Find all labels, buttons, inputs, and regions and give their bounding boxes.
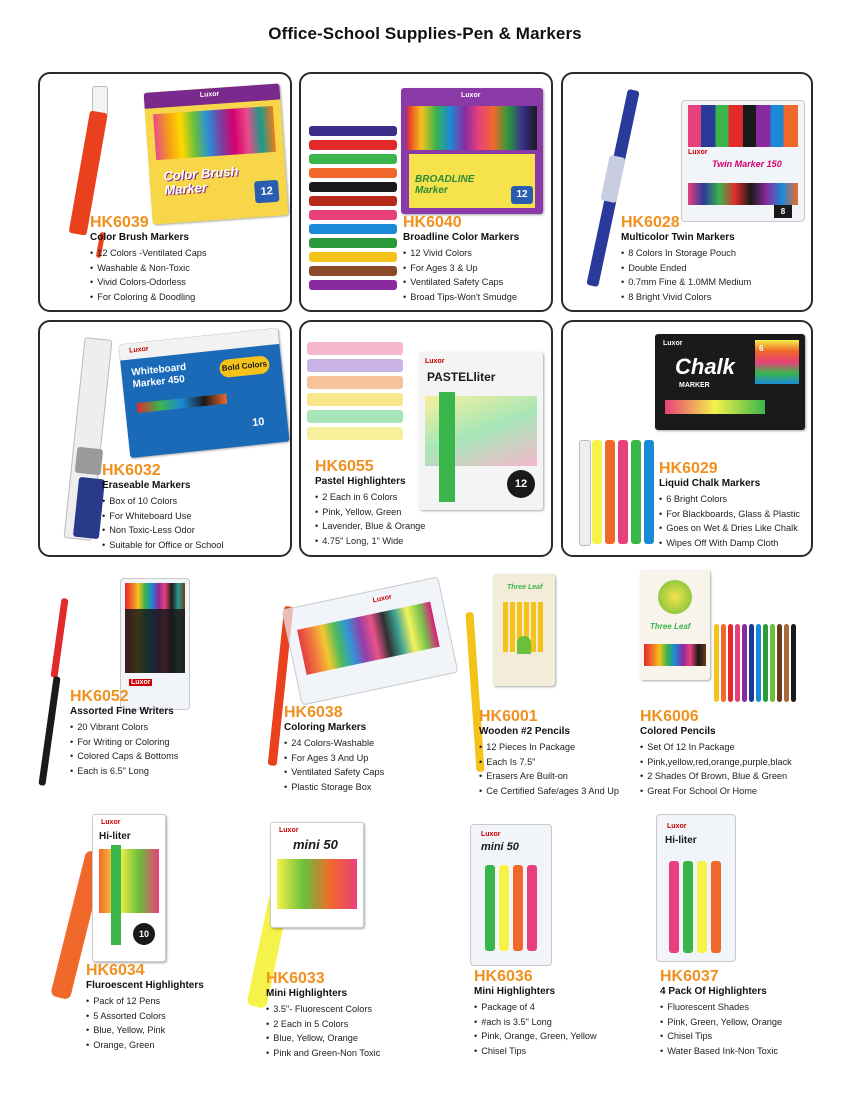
package-label: Hi-liter — [665, 835, 697, 846]
product-code: HK6038 — [284, 704, 343, 721]
product-name: Mini Highlighters — [266, 988, 348, 999]
feature-item: • 12 Vivid Colors — [403, 246, 519, 261]
feature-item: • Fluorescent Shades — [660, 1000, 782, 1015]
feature-item: • Chisel Tips — [660, 1029, 782, 1044]
colored-pencils-image — [714, 624, 814, 704]
product-card-hk6028[interactable] — [561, 72, 813, 312]
product-code: HK6001 — [479, 708, 538, 725]
count-badge: 12 — [511, 186, 533, 204]
feature-item: • Wipes Off With Damp Cloth — [659, 536, 800, 551]
package-box — [640, 570, 710, 680]
package-label: Color Brush Marker — [162, 163, 239, 198]
brand-logo: Luxor — [663, 340, 683, 347]
brand-logo: Luxor — [199, 90, 220, 99]
product-code: HK6055 — [315, 458, 374, 475]
feature-list — [640, 740, 792, 798]
product-hk6006[interactable] — [636, 568, 836, 808]
package-sublabel: MARKER — [679, 382, 710, 389]
feature-item: • Erasers Are Built-on — [479, 769, 619, 784]
product-code: HK6033 — [266, 970, 325, 987]
feature-list — [90, 246, 207, 304]
feature-item: • 12 Pieces In Package — [479, 740, 619, 755]
feature-item: • Washable & Non-Toxic — [90, 261, 207, 276]
package-label: Three Leaf — [507, 584, 543, 591]
brand-logo: Luxor — [688, 149, 708, 156]
product-code: HK6032 — [102, 462, 161, 479]
package-label: Chalk — [675, 354, 735, 379]
product-code: HK6006 — [640, 708, 699, 725]
feature-item: • For Writing or Coloring — [70, 735, 178, 750]
feature-item: • Pink,yellow,red,orange,purple,black — [640, 755, 792, 770]
feature-item: • Chisel Tips — [474, 1044, 597, 1059]
package-label: Hi-liter — [99, 831, 131, 842]
feature-item: • 6 Bright Colors — [659, 492, 800, 507]
product-code: HK6036 — [474, 968, 533, 985]
package-pouch — [681, 100, 805, 222]
feature-item: • Vivid Colors-Odorless — [90, 275, 207, 290]
package-box — [118, 328, 289, 458]
brand-logo: Luxor — [481, 831, 501, 838]
package-box — [401, 88, 543, 214]
feature-item: • Orange, Green — [86, 1038, 204, 1053]
storage-box — [282, 576, 459, 705]
package-box — [144, 83, 289, 224]
brand-logo: Luxor — [128, 345, 149, 355]
product-code: HK6040 — [403, 214, 462, 231]
feature-list — [284, 736, 384, 794]
feature-item: • Great For School Or Home — [640, 784, 792, 799]
product-name: Eraseable Markers — [102, 480, 191, 491]
product-name: Assorted Fine Writers — [70, 706, 174, 717]
product-code: HK6028 — [621, 214, 680, 231]
package-box — [655, 334, 805, 430]
count-badge: 10 — [133, 923, 155, 945]
page-title: Office-School Supplies-Pen & Markers — [268, 24, 582, 43]
brand-logo: Luxor — [372, 593, 393, 605]
brand-logo: Luxor — [279, 827, 299, 834]
feature-item: • For Ages 3 And Up — [284, 751, 384, 766]
feature-item: • Suitable for Office or School — [102, 538, 223, 553]
feature-list — [660, 1000, 782, 1058]
feature-item: • 12 Colors -Ventilated Caps — [90, 246, 207, 261]
highlighter-stack-image — [307, 342, 407, 442]
product-name: Pastel Highlighters — [315, 476, 406, 487]
package-label: BROADLINE Marker — [415, 174, 475, 196]
package-label: Three Leaf — [650, 622, 691, 631]
feature-list — [659, 492, 800, 550]
product-card-hk6029[interactable] — [561, 320, 813, 557]
count-badge: 12 — [254, 180, 279, 204]
package-label: PASTELliter — [427, 370, 496, 384]
product-hk6033[interactable] — [232, 822, 432, 1072]
product-name: Coloring Markers — [284, 722, 367, 733]
marker-stack-image — [309, 126, 401, 296]
feature-item: • 2 Shades Of Brown, Blue & Green — [640, 769, 792, 784]
count-badge: 12 — [507, 470, 535, 498]
product-code: HK6052 — [70, 688, 129, 705]
feature-list — [403, 246, 519, 304]
count-badge: 8 — [774, 205, 792, 218]
feature-item: • Broad Tips-Won't Smudge — [403, 290, 519, 305]
package-box — [419, 352, 543, 510]
feature-list — [102, 494, 223, 552]
product-hk6036[interactable] — [470, 824, 640, 1064]
product-card-hk6040[interactable] — [299, 72, 553, 312]
count-badge: 10 — [251, 415, 266, 430]
package-label: mini 50 — [293, 837, 338, 852]
feature-list — [479, 740, 619, 798]
count-badge: 6 — [759, 344, 764, 353]
product-name: Broadline Color Markers — [403, 232, 520, 243]
feature-item: • 3.5"- Fluorescent Colors — [266, 1002, 380, 1017]
feature-item: • 8 Colors In Storage Pouch — [621, 246, 751, 261]
product-hk6001[interactable] — [455, 568, 625, 808]
feature-item: • Double Ended — [621, 261, 751, 276]
product-card-hk6032[interactable] — [38, 320, 292, 557]
feature-item: • 5 Assorted Colors — [86, 1009, 204, 1024]
feature-item: • #ach is 3.5" Long — [474, 1015, 597, 1030]
product-name: Multicolor Twin Markers — [621, 232, 735, 243]
blister-pack — [470, 824, 552, 966]
feature-item: • For Coloring & Doodling — [90, 290, 207, 305]
product-hk6038[interactable] — [258, 586, 458, 801]
feature-item: • Pink, Green, Yellow, Orange — [660, 1015, 782, 1030]
product-code: HK6037 — [660, 968, 719, 985]
feature-list — [315, 490, 425, 548]
feature-item: • Box of 10 Colors — [102, 494, 223, 509]
brand-logo: Luxor — [101, 819, 121, 826]
feature-item: • Each is 6.5" Long — [70, 764, 178, 779]
feature-item: • For Ages 3 & Up — [403, 261, 519, 276]
feature-item: • 8 Bright Vivid Colors — [621, 290, 751, 305]
feature-item: • Non Toxic-Less Odor — [102, 523, 223, 538]
feature-item: • Ce Certified Safe/ages 3 And Up — [479, 784, 619, 799]
feature-item: • 2 Each in 5 Colors — [266, 1017, 380, 1032]
feature-list — [266, 1002, 380, 1060]
product-code: HK6029 — [659, 460, 718, 477]
feature-item: • 4.75" Long, 1" Wide — [315, 534, 425, 549]
package-label: Twin Marker 150 — [712, 159, 782, 169]
feature-item: • Colored Caps & Bottoms — [70, 749, 178, 764]
feature-item: • Pink, Yellow, Green — [315, 505, 425, 520]
feature-item: • Water Based Ink-Non Toxic — [660, 1044, 782, 1059]
feature-item: • Package of 4 — [474, 1000, 597, 1015]
package-box — [92, 814, 166, 962]
package-label: mini 50 — [481, 841, 519, 853]
product-name: Fluroescent Highlighters — [86, 980, 204, 991]
feature-item: • For Blackboards, Glass & Plastic — [659, 507, 800, 522]
feature-list — [86, 994, 204, 1052]
brand-logo: Luxor — [425, 358, 445, 365]
feature-item: • Pink, Orange, Green, Yellow — [474, 1029, 597, 1044]
feature-item: • 0.7mm Fine & 1.0MM Medium — [621, 275, 751, 290]
brand-logo: Luxor — [667, 823, 687, 830]
feature-item: • Ventilated Safety Caps — [284, 765, 384, 780]
product-code: HK6039 — [90, 214, 149, 231]
feature-item: • 20 Vibrant Colors — [70, 720, 178, 735]
product-name: 4 Pack Of Highlighters — [660, 986, 767, 997]
product-hk6052[interactable] — [28, 578, 228, 798]
feature-item: • Each Is 7.5" — [479, 755, 619, 770]
feature-list — [70, 720, 178, 778]
blister-pack — [656, 814, 736, 962]
product-name: Liquid Chalk Markers — [659, 478, 761, 489]
feature-item: • Plastic Storage Box — [284, 780, 384, 795]
package-label: Whiteboard Marker 450 — [130, 361, 187, 391]
feature-item: • Goes on Wet & Dries Like Chalk — [659, 521, 800, 536]
package-box — [493, 574, 555, 686]
feature-list — [621, 246, 751, 304]
feature-item: • Set Of 12 In Package — [640, 740, 792, 755]
product-name: Colored Pencils — [640, 726, 716, 737]
feature-item: • For Whiteboard Use — [102, 509, 223, 524]
chalk-markers-image — [579, 440, 659, 550]
feature-item: • Ventilated Safety Caps — [403, 275, 519, 290]
product-card-hk6055[interactable] — [299, 320, 553, 557]
feature-item: • Blue, Yellow, Pink — [86, 1023, 204, 1038]
bold-colors-badge: Bold Colors — [219, 355, 271, 378]
product-card-hk6039[interactable] — [38, 72, 292, 312]
feature-item: • 2 Each in 6 Colors — [315, 490, 425, 505]
package-box — [270, 822, 364, 928]
product-name: Color Brush Markers — [90, 232, 189, 243]
brand-logo: Luxor — [131, 679, 151, 686]
feature-item: • Blue, Yellow, Orange — [266, 1031, 380, 1046]
feature-item: • Pack of 12 Pens — [86, 994, 204, 1009]
brand-logo: Luxor — [461, 92, 481, 99]
product-code: HK6034 — [86, 962, 145, 979]
product-name: Wooden #2 Pencils — [479, 726, 570, 737]
feature-list — [474, 1000, 597, 1058]
feature-item: • Pink and Green-Non Toxic — [266, 1046, 380, 1061]
feature-item: • 24 Colors-Washable — [284, 736, 384, 751]
product-hk6034[interactable] — [56, 814, 256, 1064]
product-hk6037[interactable] — [656, 814, 836, 1064]
product-name: Mini Highlighters — [474, 986, 556, 997]
feature-item: • Lavender, Blue & Orange — [315, 519, 425, 534]
